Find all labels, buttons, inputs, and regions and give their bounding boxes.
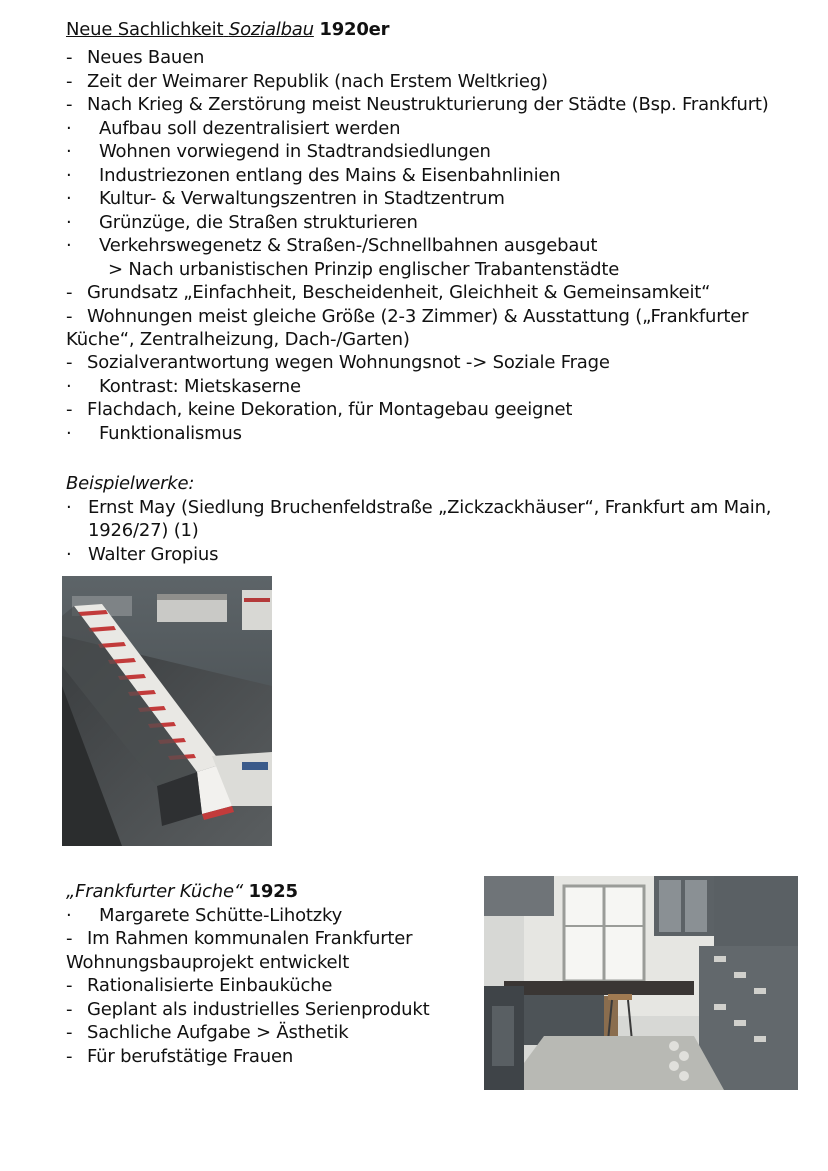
- list-item: · Margarete Schütte-Lihotzky: [66, 905, 343, 926]
- list-item: - Im Rahmen kommunalen Frankfurter: [66, 928, 413, 949]
- zickzack-houses-image: [62, 576, 272, 846]
- list-item: · Kontrast: Mietskaserne: [66, 376, 301, 397]
- settlement-photo: [62, 576, 272, 846]
- examples-heading: Beispielwerke:: [66, 473, 195, 494]
- list-item: · Funktionalismus: [66, 423, 242, 444]
- kitchen-photo: [484, 876, 798, 1090]
- list-item: 1926/27) (1): [88, 520, 199, 541]
- title-part-3: 1920er: [319, 19, 390, 40]
- list-item: · Industriezonen entlang des Mains & Eisenbahnlinien: [66, 165, 561, 186]
- list-item: Wohnungsbauprojekt entwickelt: [66, 952, 350, 973]
- list-item: - Neues Bauen: [66, 47, 205, 68]
- list-item: - Grundsatz „Einfachheit, Bescheidenheit, Gleichheit & Gemeinsamkeit“: [66, 282, 711, 303]
- list-item: Küche“, Zentralheizung, Dach-/Garten): [66, 329, 410, 350]
- list-item: - Sozialverantwortung wegen Wohnungsnot -> Soziale Frage: [66, 352, 610, 373]
- list-item: - Sachliche Aufgabe > Ästhetik: [66, 1022, 349, 1043]
- section-title: [66, 18, 389, 41]
- title-part-1: Neue Sachlichkeit: [66, 19, 224, 40]
- list-item: - Geplant als industrielles Serienprodukt: [66, 999, 430, 1020]
- list-item: · Kultur- & Verwaltungszentren in Stadtzentrum: [66, 188, 505, 209]
- list-item: - Flachdach, keine Dekoration, für Montagebau geeignet: [66, 399, 573, 420]
- list-item: · Aufbau soll dezentralisiert werden: [66, 118, 401, 139]
- list-item: · Walter Gropius: [66, 544, 219, 565]
- list-item: - Nach Krieg & Zerstörung meist Neustrukturierung der Städte (Bsp. Frankfurt): [66, 94, 769, 115]
- list-item: · Verkehrswegenetz & Straßen-/Schnellbahnen ausgebaut: [66, 235, 598, 256]
- list-item: - Zeit der Weimarer Republik (nach Erstem Weltkrieg): [66, 71, 548, 92]
- list-item: · Ernst May (Siedlung Bruchenfeldstraße „Zickzackhäuser“, Frankfurt am Main,: [66, 497, 772, 518]
- frankfurt-kitchen-image: [484, 876, 798, 1090]
- title-part-2: Sozialbau: [228, 19, 314, 40]
- list-item: - Rationalisierte Einbauküche: [66, 975, 333, 996]
- list-item: · Wohnen vorwiegend in Stadtrandsiedlungen: [66, 141, 491, 162]
- list-item: - Für berufstätige Frauen: [66, 1046, 294, 1067]
- list-item: - Wohnungen meist gleiche Größe (2-3 Zimmer) & Ausstattung („Frankfurter: [66, 306, 749, 327]
- list-item: · Grünzüge, die Straßen strukturieren: [66, 212, 418, 233]
- kitchen-title: „Frankfurter Küche“ 1925: [66, 881, 298, 902]
- list-item: > Nach urbanistischen Prinzip englischer Trabantenstädte: [108, 259, 620, 280]
